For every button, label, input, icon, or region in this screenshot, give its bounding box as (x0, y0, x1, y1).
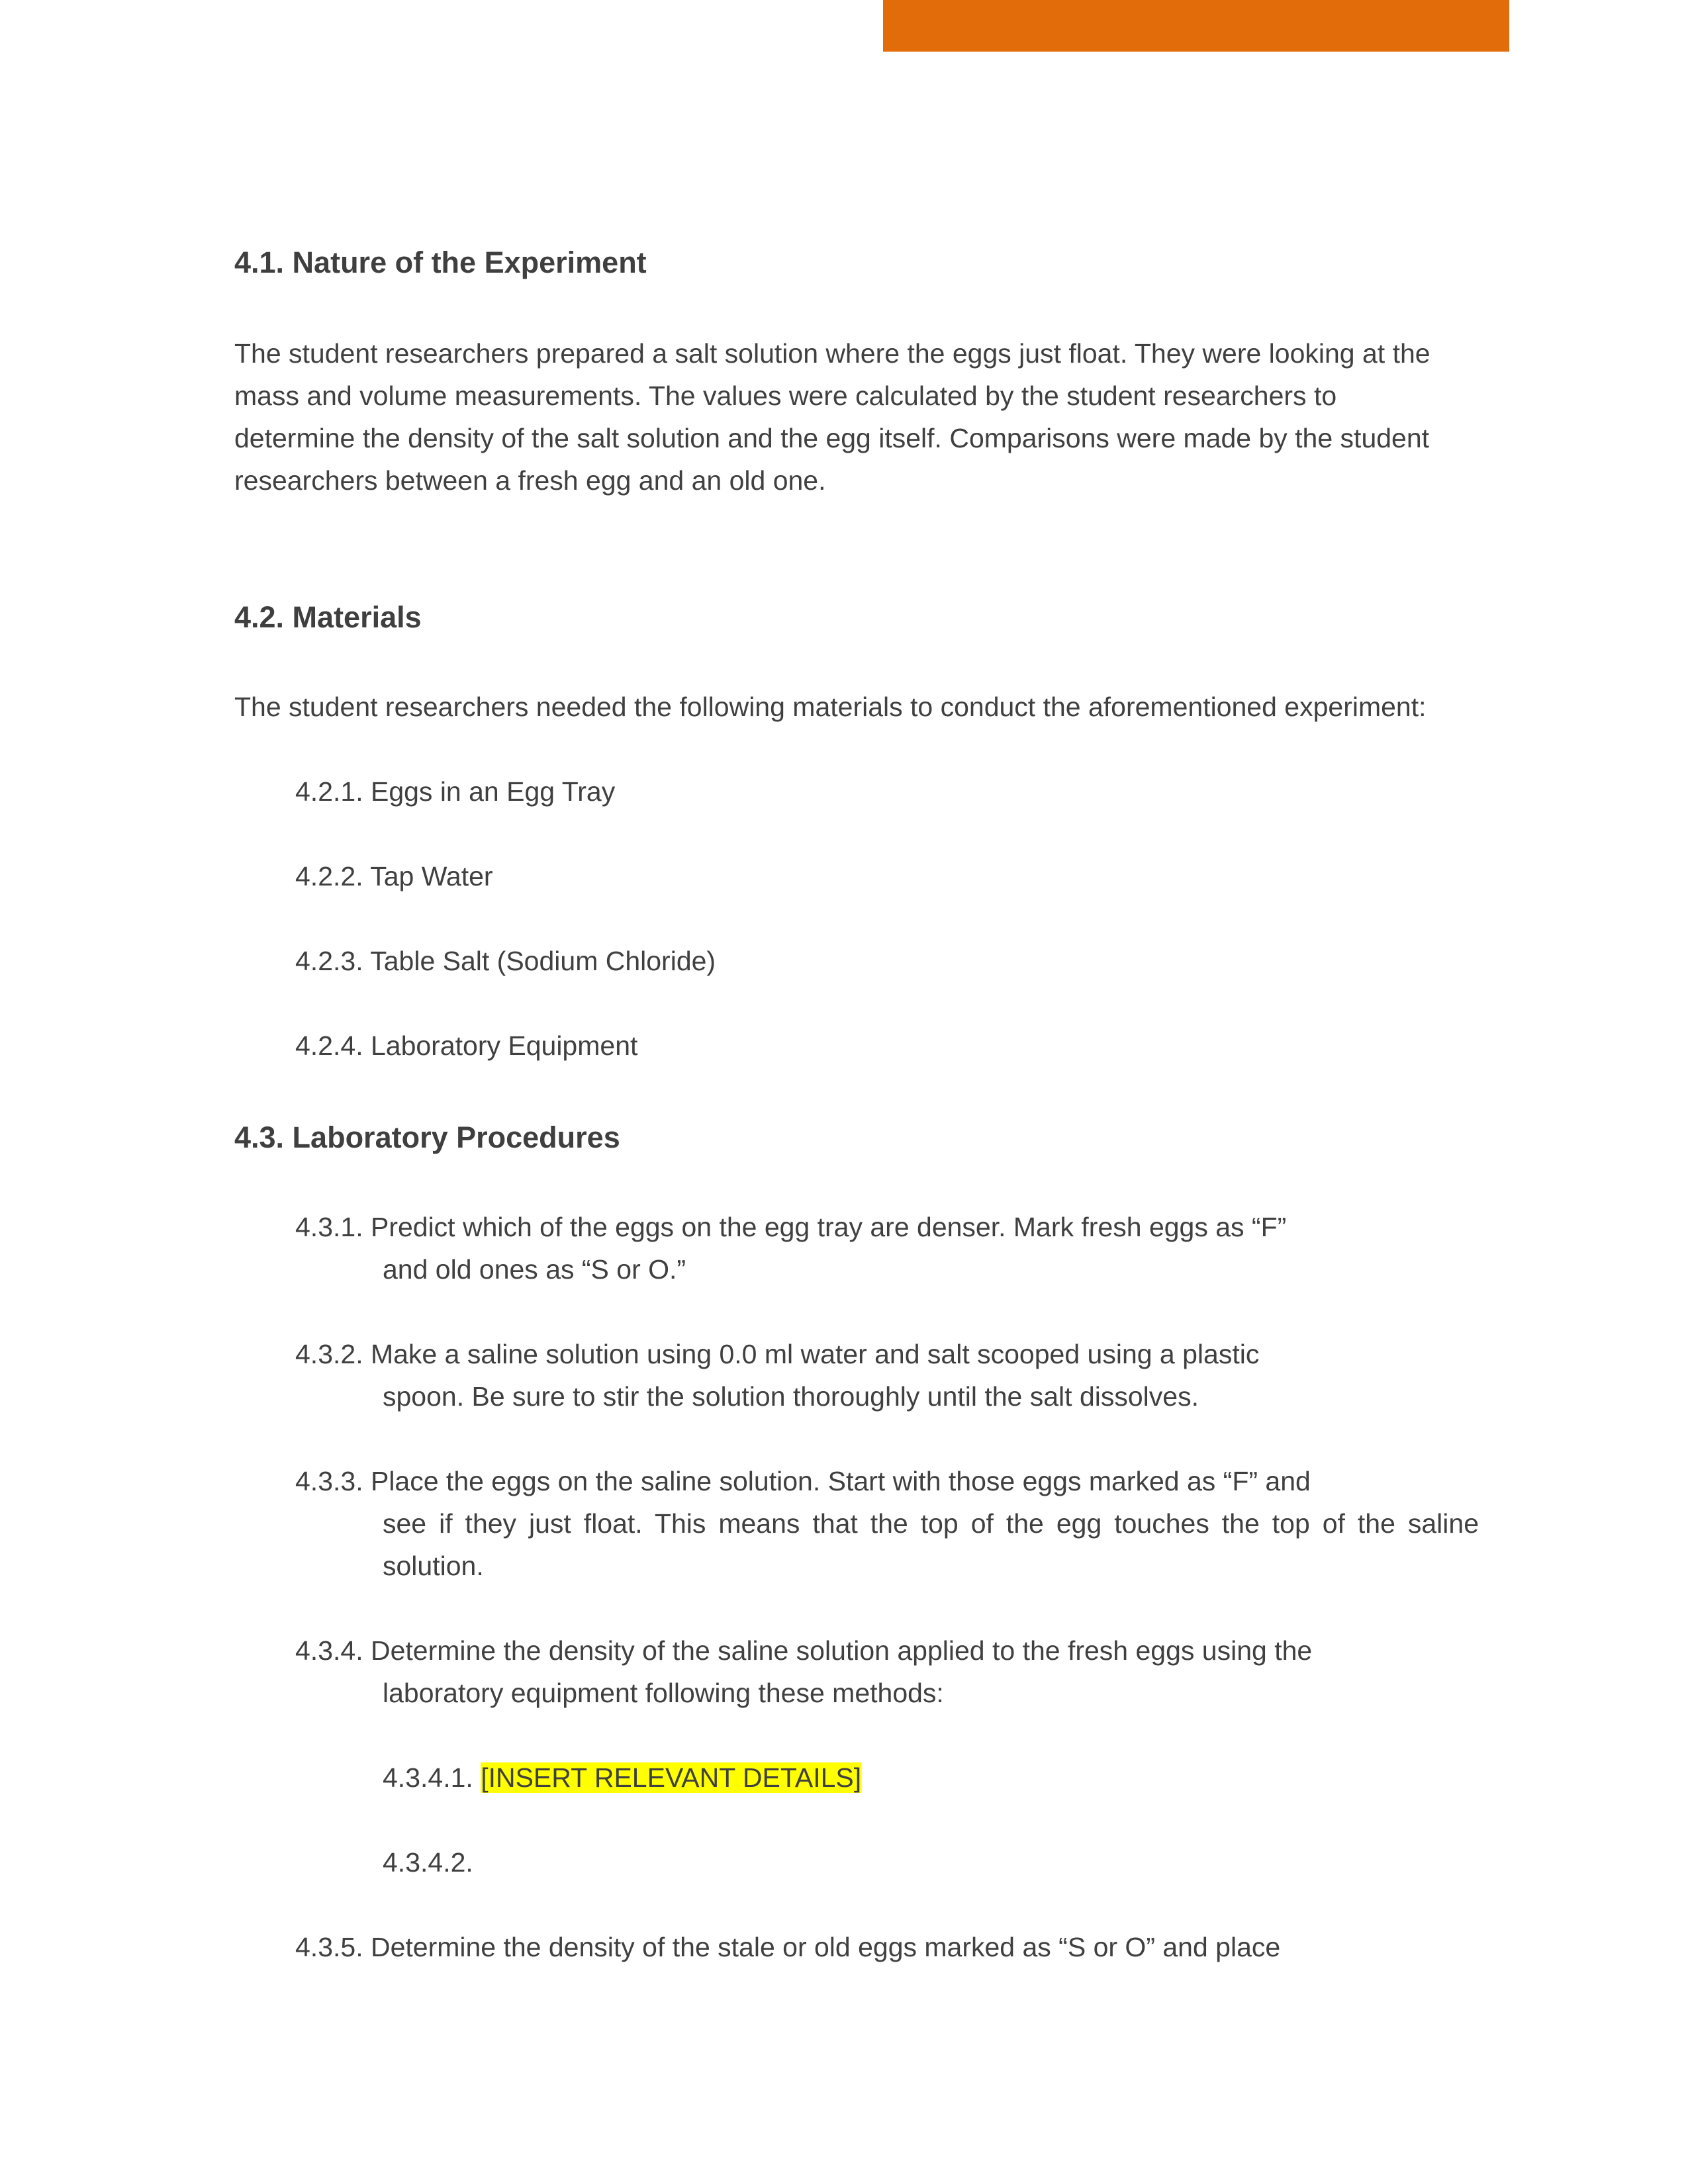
procedure-substep-4-2: 4.3.4.2. (383, 1847, 473, 1878)
section-heading-laboratory-procedures: 4.3. Laboratory Procedures (234, 1120, 620, 1154)
procedure-step-4-continuation: laboratory equipment following these methods: (383, 1678, 944, 1708)
insert-details-placeholder: [INSERT RELEVANT DETAILS] (481, 1762, 862, 1793)
procedure-step-3: 4.3.3. Place the eggs on the saline solution. Start with those eggs marked as “F” and (295, 1466, 1311, 1496)
section-heading-nature-of-experiment: 4.1. Nature of the Experiment (234, 246, 647, 279)
procedure-step-1-continuation: and old ones as “S or O.” (383, 1254, 686, 1285)
list-item-material: 4.2.2. Tap Water (295, 861, 493, 891)
procedure-step-2-continuation: spoon. Be sure to stir the solution thoroughly until the salt dissolves. (383, 1381, 1199, 1412)
procedure-step-1: 4.3.1. Predict which of the eggs on the egg tray are denser. Mark fresh eggs as “F” (295, 1212, 1287, 1242)
paragraph-line: The student researchers prepared a salt solution where the eggs just float. They were looking at the (234, 338, 1430, 369)
procedure-step-5: 4.3.5. Determine the density of the stale or old eggs marked as “S or O” and place (295, 1932, 1281, 1962)
materials-intro: The student researchers needed the following materials to conduct the aforementioned experiment: (234, 692, 1427, 722)
list-item-material: 4.2.1. Eggs in an Egg Tray (295, 776, 616, 807)
header-accent-bar (883, 0, 1509, 52)
substep-number: 4.3.4.1. (383, 1762, 473, 1793)
list-item-material: 4.2.4. Laboratory Equipment (295, 1030, 638, 1061)
paragraph-line: mass and volume measurements. The values were calculated by the student researchers to (234, 381, 1337, 411)
paragraph-line: determine the density of the salt solution and the egg itself. Comparisons were made by the student (234, 423, 1430, 453)
procedure-step-3-continuation: see if they just float. This means that the top of the egg touches the top of the saline (383, 1508, 1479, 1539)
paragraph-line: researchers between a fresh egg and an old one. (234, 465, 826, 496)
procedure-substep-4-1 (383, 1756, 861, 1799)
list-item-material: 4.2.3. Table Salt (Sodium Chloride) (295, 946, 716, 976)
procedure-step-4: 4.3.4. Determine the density of the saline solution applied to the fresh eggs using the (295, 1635, 1313, 1666)
section-heading-materials: 4.2. Materials (234, 600, 422, 634)
procedure-step-3-continuation: solution. (383, 1551, 484, 1581)
procedure-step-2: 4.3.2. Make a saline solution using 0.0 ml water and salt scooped using a plastic (295, 1339, 1260, 1369)
